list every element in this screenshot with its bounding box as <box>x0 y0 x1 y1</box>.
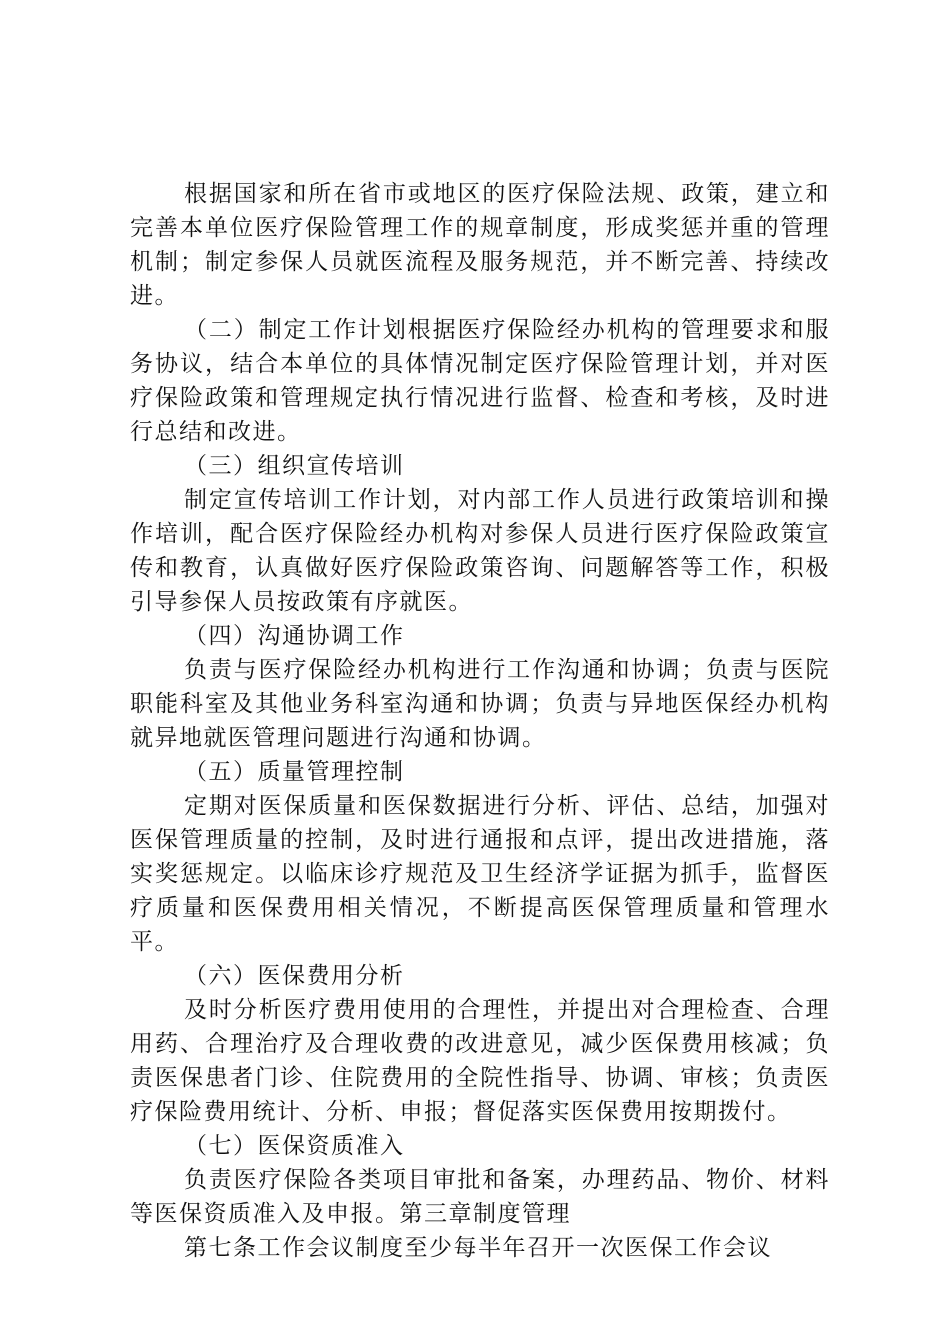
heading-cost-analysis: （六）医保费用分析 <box>184 963 405 989</box>
heading-training: （三）组织宣传培训 <box>184 453 405 479</box>
heading-coordination: （四）沟通协调工作 <box>184 623 405 649</box>
paragraph-work-plan: （二）制定工作计划根据医疗保险经办机构的管理要求和服务协议，结合本单位的具体情况制定医疗保险管理计划，并对医疗保险政策和管理规定执行情况进行监督、检查和考核，及时进行总结和改进。 <box>130 317 830 445</box>
heading-quality: （五）质量管理控制 <box>184 759 405 785</box>
paragraph-regulations: 根据国家和所在省市或地区的医疗保险法规、政策，建立和完善本单位医疗保险管理工作的规章制度，形成奖惩并重的管理机制；制定参保人员就医流程及服务规范，并不断完善、持续改进。 <box>130 181 830 309</box>
paragraph-quality: 定期对医保质量和医保数据进行分析、评估、总结，加强对医保管理质量的控制，及时进行通报和点评，提出改进措施，落实奖惩规定。以临床诊疗规范及卫生经济学证据为抓手，监督医疗质量和医保费用相关情况，不断提高医保管理质量和管理水平。 <box>130 793 830 955</box>
paragraph-qualification: 负责医疗保险各类项目审批和备案，办理药品、物价、材料等医保资质准入及申报。第三章制度管理 <box>130 1167 830 1227</box>
paragraph-training: 制定宣传培训工作计划，对内部工作人员进行政策培训和操作培训，配合医疗保险经办机构对参保人员进行医疗保险政策宣传和教育，认真做好医疗保险政策咨询、问题解答等工作，积极引导参保人员按政策有序就医。 <box>130 487 830 615</box>
heading-qualification: （七）医保资质准入 <box>184 1133 405 1159</box>
document-page <box>130 177 830 1265</box>
paragraph-article-seven: 第七条工作会议制度至少每半年召开一次医保工作会议 <box>184 1235 772 1261</box>
paragraph-coordination: 负责与医疗保险经办机构进行工作沟通和协调；负责与医院职能科室及其他业务科室沟通和协调；负责与异地医保经办机构就异地就医管理问题进行沟通和协调。 <box>130 657 830 751</box>
paragraph-cost-analysis: 及时分析医疗费用使用的合理性，并提出对合理检查、合理用药、合理治疗及合理收费的改进意见，减少医保费用核减；负责医保患者门诊、住院费用的全院性指导、协调、审核；负责医疗保险费用统计、分析、申报；督促落实医保费用按期拨付。 <box>130 997 830 1125</box>
